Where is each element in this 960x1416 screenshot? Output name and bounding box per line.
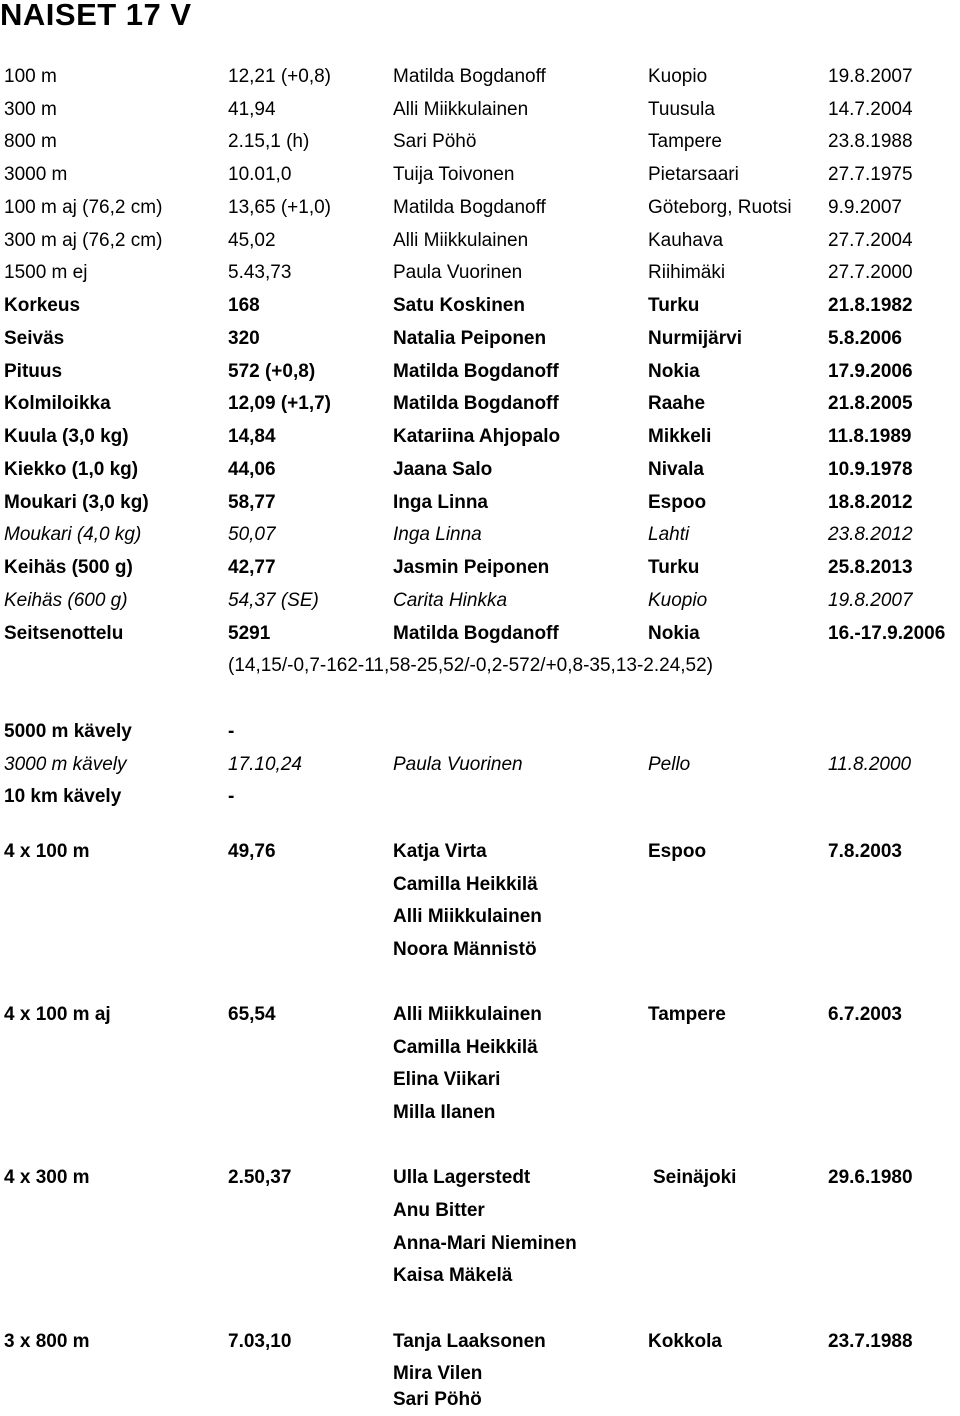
relay-member: Katja Virta	[393, 841, 487, 862]
place: Pello	[648, 754, 691, 775]
date: 11.8.2000	[828, 754, 912, 775]
record-row	[0, 61, 960, 93]
result: 44,06	[228, 459, 276, 480]
place: Nivala	[648, 459, 704, 480]
record-row	[0, 356, 960, 388]
place: Turku	[648, 557, 700, 578]
record-row	[0, 519, 960, 551]
date: 17.9.2006	[828, 361, 913, 382]
record-row	[0, 323, 960, 355]
athlete: Paula Vuorinen	[393, 754, 523, 775]
result: 54,37 (SE)	[228, 590, 319, 611]
athlete: Tuija Toivonen	[393, 164, 515, 185]
date: 14.7.2004	[828, 99, 913, 120]
place: Seinäjoki	[653, 1167, 737, 1188]
record-row	[0, 781, 960, 813]
event-name: 3000 m	[4, 164, 68, 185]
athlete: Sari Pöhö	[393, 131, 477, 152]
event-name: 100 m aj (76,2 cm)	[4, 197, 163, 218]
event-name: Keihäs (600 g)	[4, 590, 128, 611]
result: 45,02	[228, 230, 276, 251]
date: 27.7.1975	[828, 164, 913, 185]
record-row	[0, 192, 960, 224]
event-name: 10 km kävely	[4, 786, 122, 807]
place: Turku	[648, 295, 700, 316]
place: Kauhava	[648, 230, 724, 251]
record-row	[0, 126, 960, 158]
record-row	[0, 749, 960, 781]
relay-member: Sari Pöhö	[393, 1389, 482, 1410]
place: Nokia	[648, 623, 700, 644]
athlete: Matilda Bogdanoff	[393, 66, 546, 87]
date: 19.8.2007	[828, 590, 913, 611]
athlete: Jasmin Peiponen	[393, 557, 550, 578]
date: 5.8.2006	[828, 328, 902, 349]
place: Tampere	[648, 131, 722, 152]
event-name: Seitsenottelu	[4, 623, 124, 644]
result: 13,65 (+1,0)	[228, 197, 331, 218]
athlete: Alli Miikkulainen	[393, 230, 529, 251]
relay-member: Camilla Heikkilä	[393, 1037, 538, 1058]
result: -	[228, 786, 235, 807]
result: 14,84	[228, 426, 276, 447]
place: Riihimäki	[648, 262, 726, 283]
place: Tuusula	[648, 99, 715, 120]
event-name: 3 x 800 m	[4, 1331, 90, 1352]
result: 320	[228, 328, 260, 349]
record-row	[0, 290, 960, 322]
athlete: Alli Miikkulainen	[393, 99, 529, 120]
relay-member: Tanja Laaksonen	[393, 1331, 546, 1352]
event-name: 5000 m kävely	[4, 721, 132, 742]
record-row	[0, 585, 960, 617]
record-row	[0, 618, 960, 650]
event-name: 3000 m kävely	[4, 754, 127, 775]
event-name: 4 x 100 m	[4, 841, 90, 862]
event-name: Moukari (3,0 kg)	[4, 492, 149, 513]
athlete: Natalia Peiponen	[393, 328, 547, 349]
result: 49,76	[228, 841, 276, 862]
relay-row	[0, 836, 960, 868]
result: 5291	[228, 623, 271, 644]
place: Kuopio	[648, 66, 708, 87]
athlete: Inga Linna	[393, 492, 488, 513]
event-name: Keihäs (500 g)	[4, 557, 133, 578]
event-name: 300 m aj (76,2 cm)	[4, 230, 163, 251]
event-name: 4 x 100 m aj	[4, 1004, 111, 1025]
result: 50,07	[228, 524, 276, 545]
result: 12,21 (+0,8)	[228, 66, 331, 87]
event-name: Kolmiloikka	[4, 393, 111, 414]
date: 23.8.2012	[828, 524, 913, 545]
relay-member: Anna-Mari Nieminen	[393, 1233, 577, 1254]
result: 168	[228, 295, 260, 316]
place: Kokkola	[648, 1331, 722, 1352]
result: 65,54	[228, 1004, 276, 1025]
place: Tampere	[648, 1004, 726, 1025]
date: 16.-17.9.2006	[828, 623, 946, 644]
place: Göteborg, Ruotsi	[648, 197, 792, 218]
athlete: Matilda Bogdanoff	[393, 393, 559, 414]
event-name: Kiekko (1,0 kg)	[4, 459, 139, 480]
relay-row	[0, 1162, 960, 1194]
record-row	[0, 94, 960, 126]
event-name: Kuula (3,0 kg)	[4, 426, 129, 447]
relay-row	[0, 999, 960, 1031]
event-name: Seiväs	[4, 328, 65, 349]
record-row	[0, 487, 960, 519]
place: Raahe	[648, 393, 706, 414]
record-row	[0, 257, 960, 289]
place: Pietarsaari	[648, 164, 739, 185]
date: 25.8.2013	[828, 557, 913, 578]
date: 7.8.2003	[828, 841, 902, 862]
date: 6.7.2003	[828, 1004, 902, 1025]
result: 5.43,73	[228, 262, 292, 283]
event-name: Moukari (4,0 kg)	[4, 524, 142, 545]
result: 572 (+0,8)	[228, 361, 316, 382]
place: Espoo	[648, 841, 707, 862]
athlete: Jaana Salo	[393, 459, 493, 480]
athlete: Katariina Ahjopalo	[393, 426, 561, 447]
place: Nokia	[648, 361, 700, 382]
event-name: 800 m	[4, 131, 57, 152]
result: 2.50,37	[228, 1167, 292, 1188]
event-name: 300 m	[4, 99, 57, 120]
page-title: NAISET 17 V	[0, 0, 192, 32]
date: 21.8.2005	[828, 393, 913, 414]
date: 10.9.1978	[828, 459, 913, 480]
event-name: Korkeus	[4, 295, 81, 316]
date: 18.8.2012	[828, 492, 913, 513]
record-row	[0, 552, 960, 584]
relay-member: Elina Viikari	[393, 1069, 501, 1090]
relay-member: Anu Bitter	[393, 1200, 485, 1221]
athlete: Inga Linna	[393, 524, 482, 545]
relay-member: Ulla Lagerstedt	[393, 1167, 531, 1188]
record-row	[0, 421, 960, 453]
record-row	[0, 716, 960, 748]
athlete: Matilda Bogdanoff	[393, 623, 559, 644]
record-row	[0, 454, 960, 486]
athlete: Paula Vuorinen	[393, 262, 523, 283]
place: Kuopio	[648, 590, 708, 611]
event-name: 1500 m ej	[4, 262, 88, 283]
result: 2.15,1 (h)	[228, 131, 310, 152]
place: Espoo	[648, 492, 707, 513]
event-name: 4 x 300 m	[4, 1167, 90, 1188]
relay-member: Kaisa Mäkelä	[393, 1265, 513, 1286]
date: 19.8.2007	[828, 66, 913, 87]
athlete: Matilda Bogdanoff	[393, 197, 546, 218]
heptathlon-detail: (14,15/-0,7-162-11,58-25,52/-0,2-572/+0,8-35,13-2.24,52)	[228, 655, 714, 676]
result: 41,94	[228, 99, 276, 120]
relay-member: Mira Vilen	[393, 1363, 483, 1384]
date: 11.8.1989	[828, 426, 912, 447]
place: Nurmijärvi	[648, 328, 742, 349]
athlete: Matilda Bogdanoff	[393, 361, 559, 382]
relay-row	[0, 1326, 960, 1358]
result: 42,77	[228, 557, 276, 578]
relay-member: Alli Miikkulainen	[393, 1004, 542, 1025]
date: 27.7.2004	[828, 230, 913, 251]
place: Mikkeli	[648, 426, 712, 447]
date: 23.8.1988	[828, 131, 913, 152]
athlete: Satu Koskinen	[393, 295, 525, 316]
athlete: Carita Hinkka	[393, 590, 508, 611]
result: 17.10,24	[228, 754, 302, 775]
date: 29.6.1980	[828, 1167, 913, 1188]
record-row	[0, 388, 960, 420]
date: 27.7.2000	[828, 262, 913, 283]
place: Lahti	[648, 524, 690, 545]
event-name: 100 m	[4, 66, 57, 87]
date: 23.7.1988	[828, 1331, 913, 1352]
relay-member: Alli Miikkulainen	[393, 906, 542, 927]
date: 9.9.2007	[828, 197, 902, 218]
record-row	[0, 225, 960, 257]
result: 10.01,0	[228, 164, 292, 185]
event-name: Pituus	[4, 361, 63, 382]
date: 21.8.1982	[828, 295, 913, 316]
result: 7.03,10	[228, 1331, 292, 1352]
relay-member: Milla Ilanen	[393, 1102, 496, 1123]
result: -	[228, 721, 235, 742]
relay-member: Camilla Heikkilä	[393, 874, 538, 895]
record-row	[0, 159, 960, 191]
result: 58,77	[228, 492, 276, 513]
relay-member: Noora Männistö	[393, 939, 537, 960]
result: 12,09 (+1,7)	[228, 393, 331, 414]
